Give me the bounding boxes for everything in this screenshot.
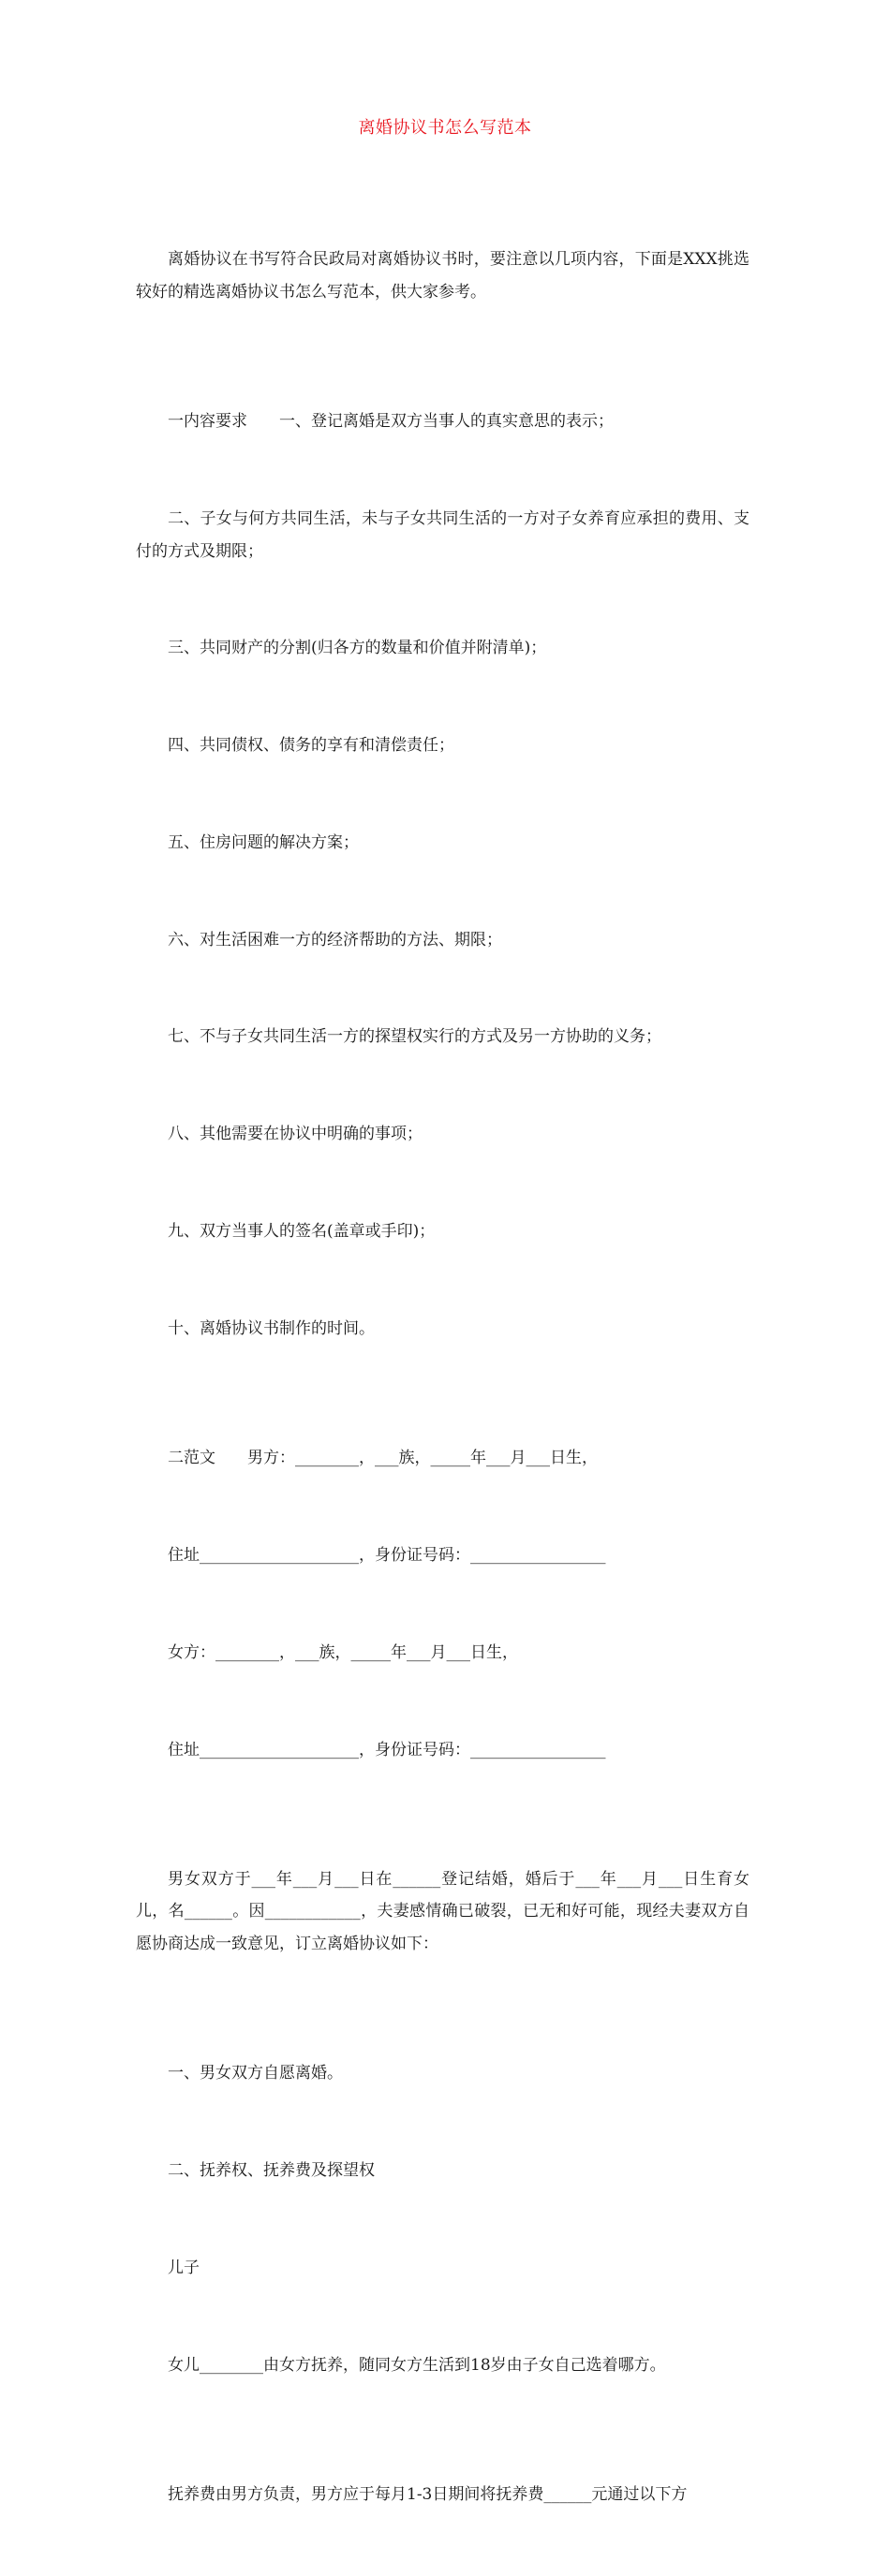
requirement-line: 三、共同财产的分割(归各方的数量和价值并附清单)； — [168, 639, 547, 658]
clause-line: 一、男女双方自愿离婚。 — [168, 2064, 343, 2083]
requirement-line: 五、住房问题的解决方案； — [168, 832, 359, 852]
clause-line: 女儿________由女方抚养，随同女方生活到18岁由子女自己选着哪方。 — [168, 2355, 666, 2375]
requirement-line: 二、子女与何方共同生活，未与子女共同生活的一方对子女养育应承担的费用、支付的方式及期限； — [136, 508, 749, 561]
clause-line: 儿子 — [168, 2259, 200, 2277]
sample-line: 住址____________________，身份证号码：_________________ — [168, 1545, 606, 1565]
final-paragraph: 抚养费由男方负责，男方应于每月1-3日期间将抚养费______元通过以下方 — [168, 2485, 688, 2505]
requirement-line: 十、离婚协议书制作的时间。 — [168, 1318, 375, 1338]
requirement-line: 四、共同债权、债务的享有和清偿责任； — [168, 736, 454, 756]
document-title: 离婚协议书怎么写范本 — [358, 118, 532, 138]
requirement-line: 六、对生活困难一方的经济帮助的方法、期限； — [168, 930, 502, 949]
requirement-line: 八、其他需要在协议中明确的事项； — [168, 1125, 423, 1144]
sample-line: 住址____________________，身份证号码：_________________ — [168, 1740, 606, 1759]
marriage-paragraph: 男女双方于___年___月___日在______登记结婚，婚后于___年___月___日生育女儿，名______。因____________，夫妻感情确已破裂，已无和好可能，现经夫妻双方自愿协商达成一致意见，订立离婚协议如下： — [136, 1869, 749, 1954]
requirement-line: 九、双方当事人的签名(盖章或手印)； — [168, 1222, 436, 1241]
document-body — [136, 179, 749, 2576]
requirement-line: 一内容要求 一、登记离婚是双方当事人的真实意思的表示； — [168, 412, 614, 432]
sample-line: 二范文 男方：________，___族，_____年___月___日生， — [168, 1449, 598, 1468]
clause-line: 二、抚养权、抚养费及探望权 — [168, 2161, 375, 2181]
intro-paragraph: 离婚协议在书写符合民政局对离婚协议书时，要注意以几项内容，下面是XXX挑选较好的精选离婚协议书怎么写范本，供大家参考。 — [136, 250, 749, 302]
sample-line: 女方：________，___族，_____年___月___日生， — [168, 1642, 518, 1662]
requirement-line: 七、不与子女共同生活一方的探望权实行的方式及另一方协助的义务； — [168, 1027, 661, 1047]
